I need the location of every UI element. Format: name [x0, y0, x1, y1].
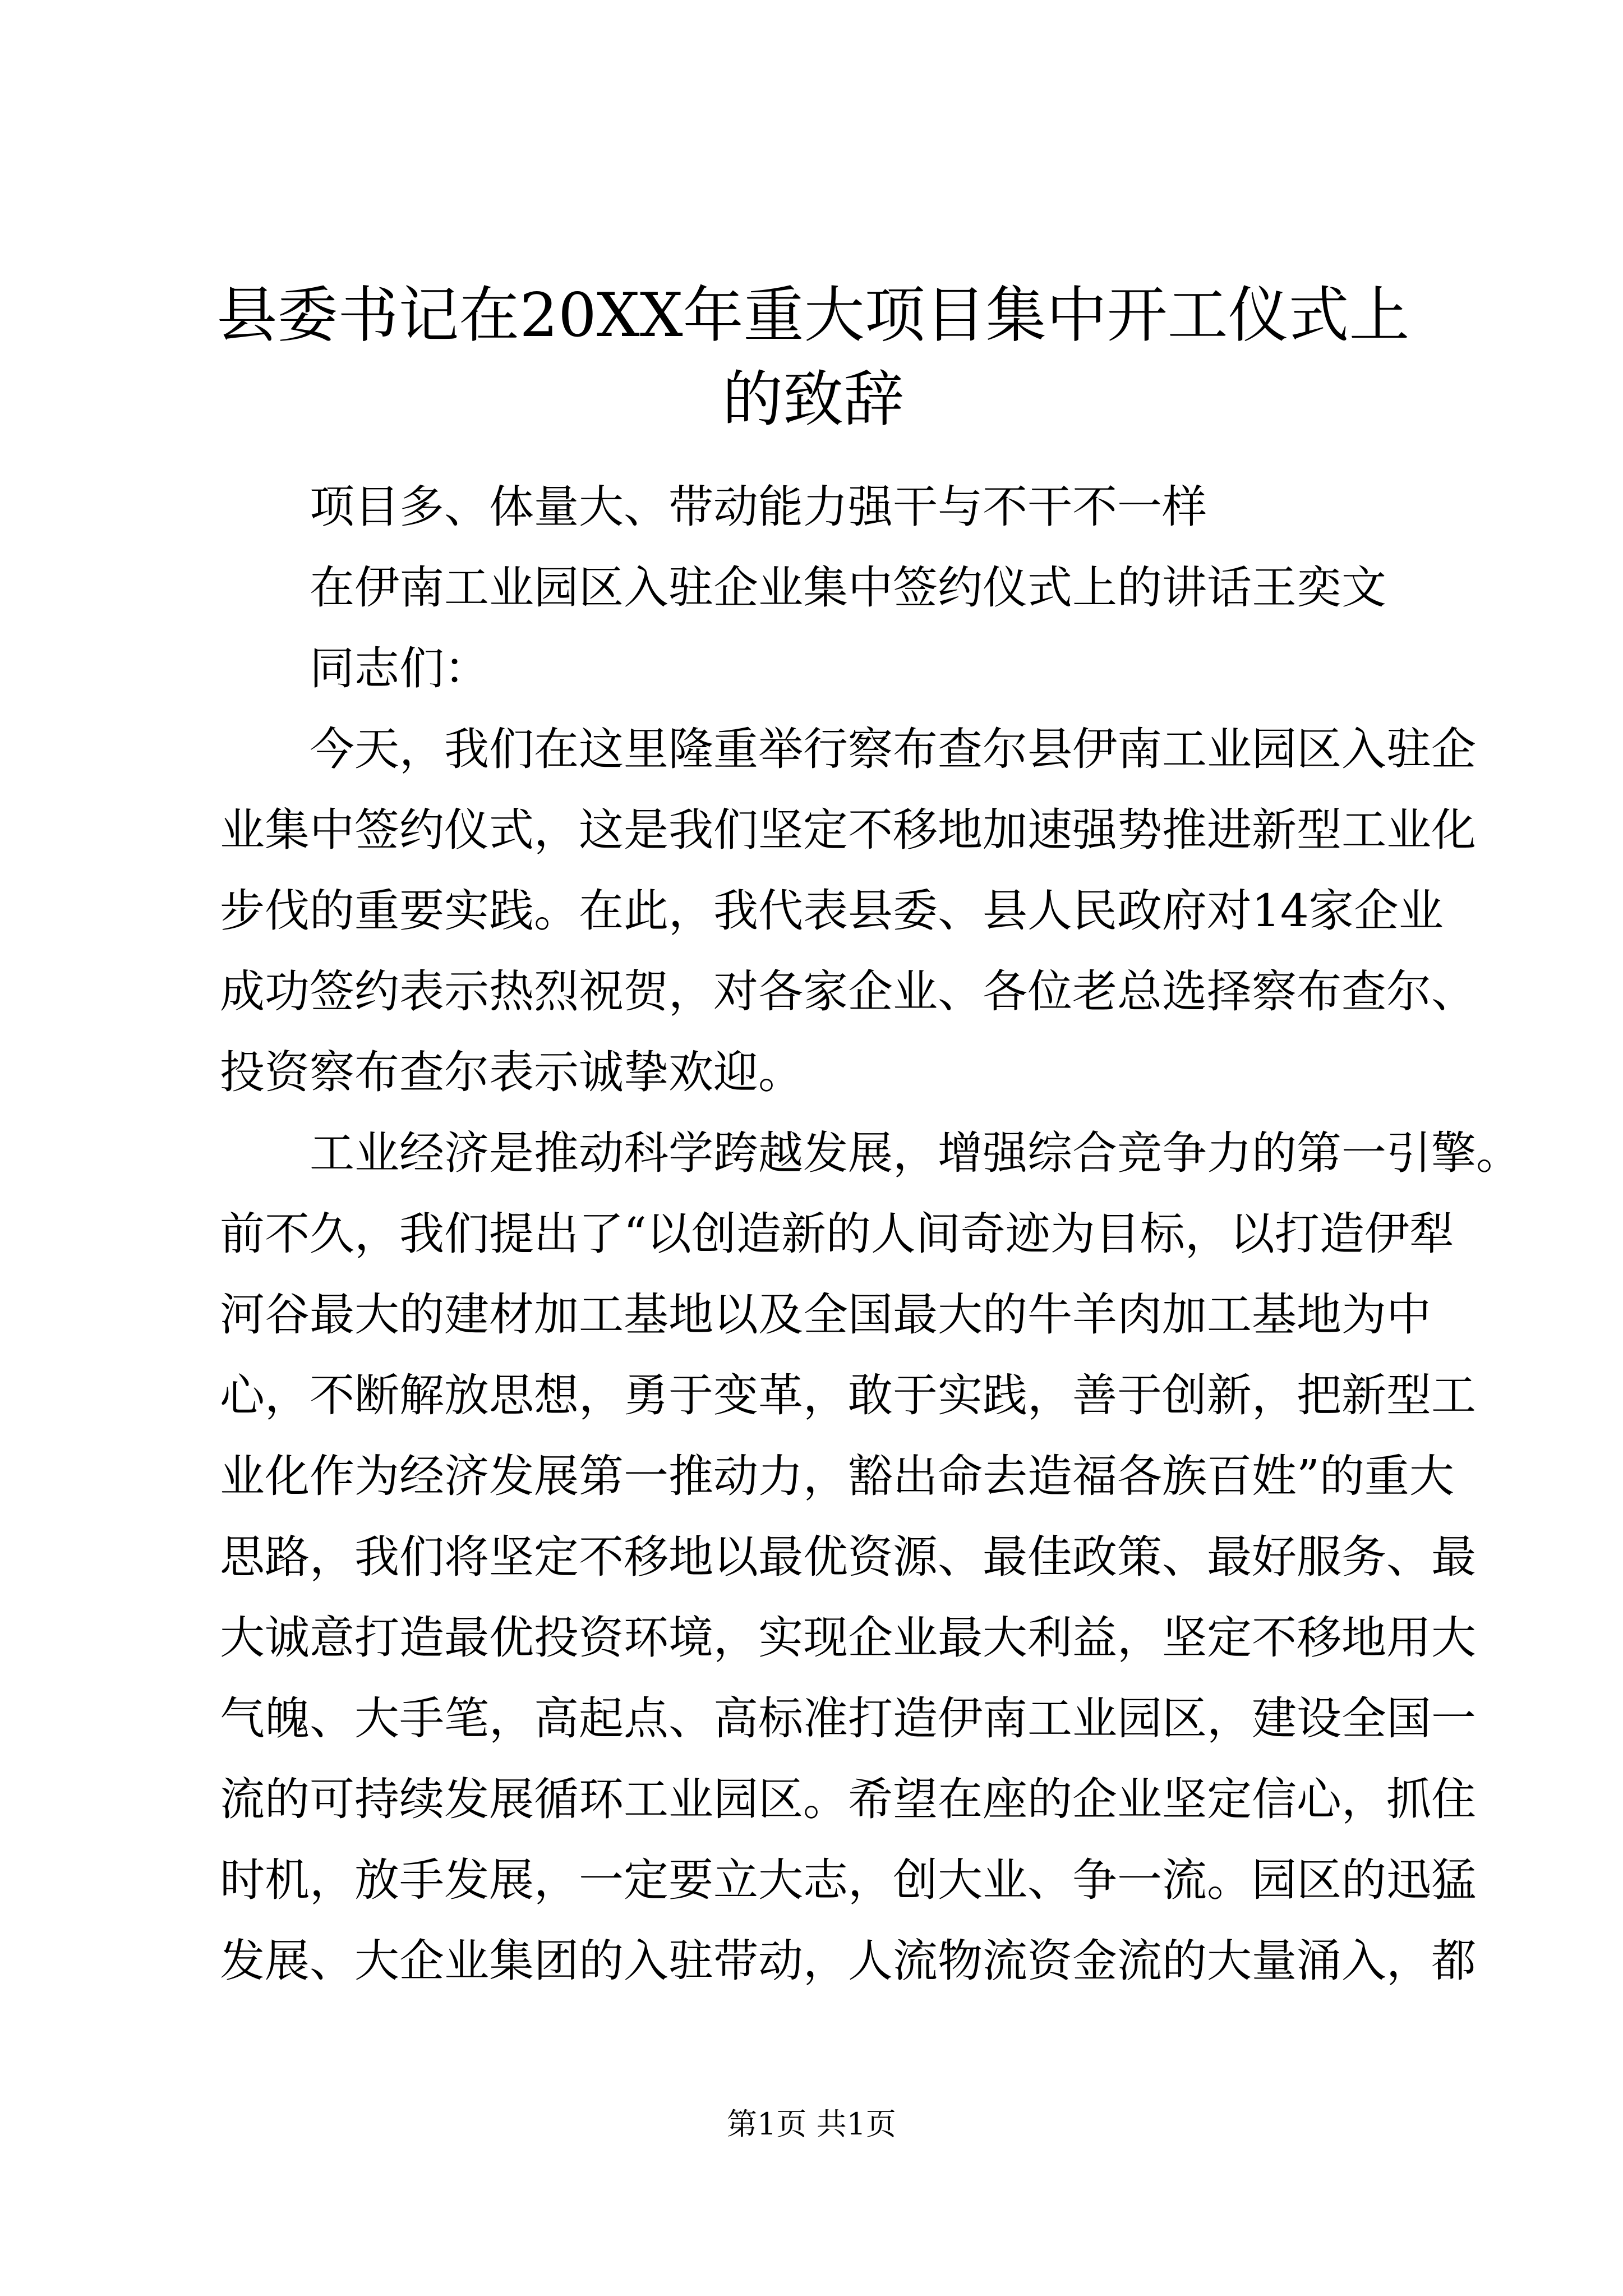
document-title: [213, 274, 1413, 442]
body-line: 同志们：: [310, 642, 489, 694]
document-body: [220, 467, 1521, 2001]
body-line: 思路，我们将坚定不移地以最优资源、最佳政策、最好服务、最: [220, 1531, 1476, 1583]
body-line: 心，不断解放思想，勇于变革，敢于实践，善于创新，把新型工: [220, 1369, 1476, 1421]
body-line: 业集中签约仪式，这是我们坚定不移地加速强势推进新型工业化: [220, 804, 1476, 856]
body-line: 投资察布查尔表示诚挚欢迎。: [220, 1046, 803, 1098]
title-line-2: 的致辞: [722, 365, 904, 435]
body-line: 大诚意打造最优投资环境，实现企业最大利益，坚定不移地用大: [220, 1612, 1476, 1664]
body-line: 气魄、大手笔，高起点、高标准打造伊南工业园区，建设全国一: [220, 1692, 1476, 1745]
body-line: 今天，我们在这里隆重举行察布查尔县伊南工业园区入驻企: [310, 723, 1476, 775]
body-line: 流的可持续发展循环工业园区。希望在座的企业坚定信心，抓住: [220, 1773, 1476, 1825]
body-line: 时机，放手发展，一定要立大志，创大业、争一流。园区的迅猛: [220, 1854, 1476, 1906]
body-line: 在伊南工业园区入驻企业集中签约仪式上的讲话王奕文: [310, 562, 1386, 614]
body-line: 项目多、体量大、带动能力强干与不干不一样: [310, 481, 1207, 533]
body-line: 河谷最大的建材加工基地以及全国最大的牛羊肉加工基地为中: [220, 1289, 1431, 1341]
body-line: 发展、大企业集团的入驻带动，人流物流资金流的大量涌入，都: [220, 1935, 1476, 1987]
body-line: 工业经济是推动科学跨越发展，增强综合竞争力的第一引擎。: [310, 1127, 1521, 1179]
body-line: 步伐的重要实践。在此，我代表县委、县人民政府对14家企业: [220, 885, 1444, 937]
body-line: 业化作为经济发展第一推动力，豁出命去造福各族百姓”的重大: [220, 1450, 1454, 1502]
body-line: 前不久，我们提出了“以创造新的人间奇迹为目标，以打造伊犁: [220, 1208, 1454, 1260]
page-footer: 第1页 共1页: [727, 2106, 896, 2142]
body-line: 成功签约表示热烈祝贺，对各家企业、各位老总选择察布查尔、: [220, 965, 1476, 1018]
title-line-1: 县委书记在20XX年重大项目集中开工仪式上: [216, 280, 1410, 351]
